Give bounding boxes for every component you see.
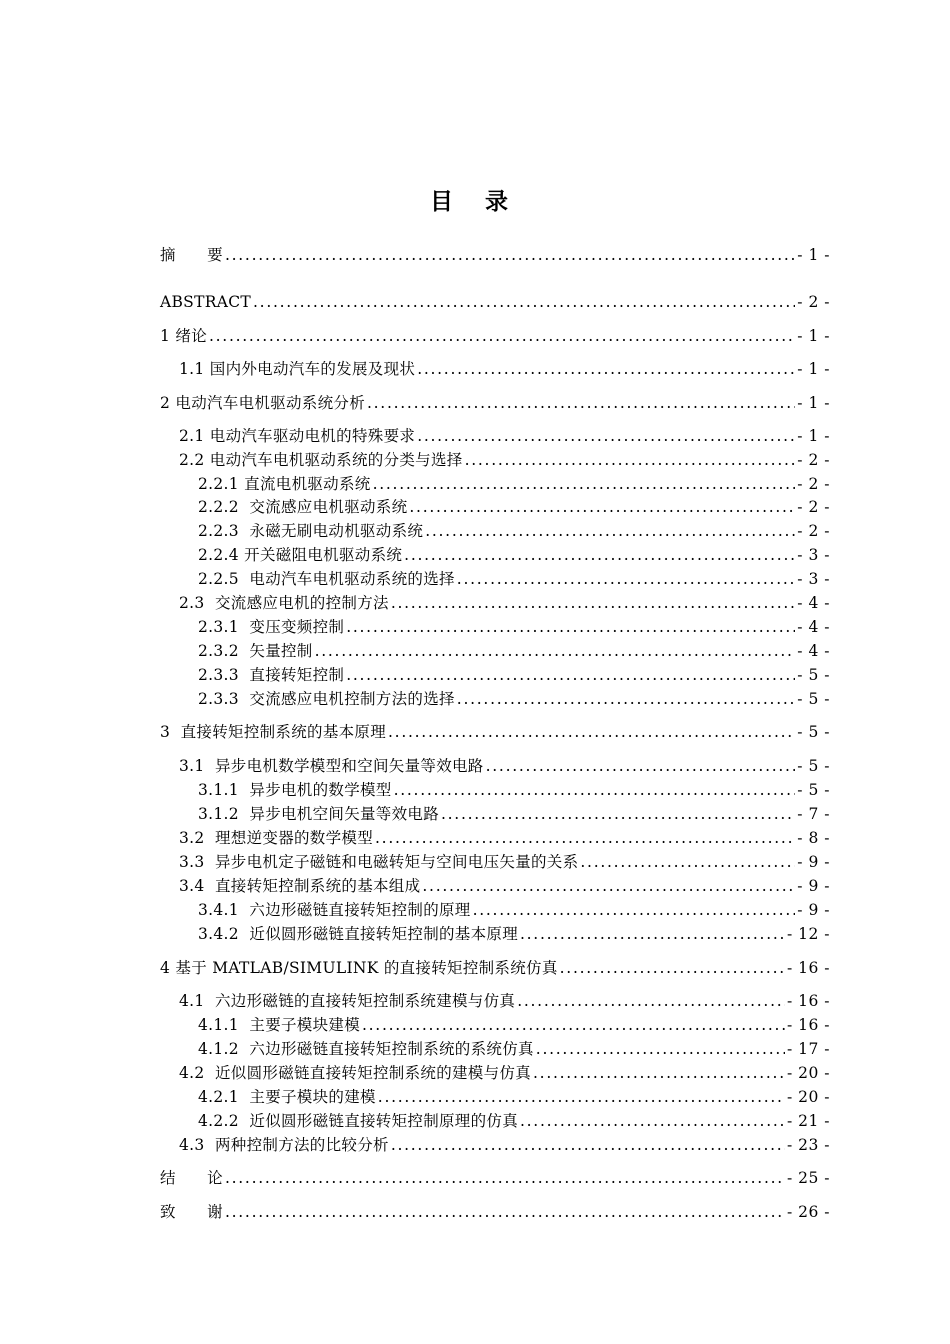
dot-leader bbox=[457, 568, 796, 590]
toc-entry[interactable] bbox=[160, 755, 830, 777]
dot-leader bbox=[388, 721, 795, 743]
dot-leader bbox=[536, 1038, 785, 1060]
toc-entry[interactable] bbox=[160, 851, 830, 873]
toc-entry[interactable] bbox=[160, 592, 830, 614]
toc-entry-label: ABSTRACT bbox=[160, 293, 252, 311]
toc-entry-label: 4.2.2 近似圆形磁链直接转矩控制原理的仿真 bbox=[198, 1112, 518, 1130]
toc-entry[interactable] bbox=[160, 640, 830, 662]
dot-leader bbox=[465, 449, 796, 471]
toc-entry-page-number: - 2 - bbox=[797, 293, 830, 311]
dot-leader bbox=[391, 1134, 785, 1156]
toc-entry-label: 3.1 异步电机数学模型和空间矢量等效电路 bbox=[179, 757, 484, 775]
toc-entry[interactable] bbox=[160, 803, 830, 825]
dot-leader bbox=[367, 392, 795, 414]
dot-leader bbox=[520, 923, 785, 945]
toc-entry[interactable] bbox=[160, 688, 830, 710]
toc-entry-page-number: - 25 - bbox=[786, 1169, 830, 1187]
toc-entry-label: 2.2.3 永磁无刷电动机驱动系统 bbox=[198, 522, 424, 540]
toc-entry-page-number: - 5 - bbox=[797, 781, 830, 799]
toc-entry-page-number: - 26 - bbox=[786, 1203, 830, 1221]
dot-leader bbox=[425, 520, 795, 542]
dot-leader bbox=[560, 957, 785, 979]
toc-entry-label: 3.4 直接转矩控制系统的基本组成 bbox=[179, 877, 421, 895]
toc-entry-label: 3.4.2 近似圆形磁链直接转矩控制的基本原理 bbox=[198, 925, 518, 943]
dot-leader bbox=[394, 779, 796, 801]
toc-entry-label: 4.3 两种控制方法的比较分析 bbox=[179, 1136, 389, 1154]
toc-entry-page-number: - 9 - bbox=[797, 877, 830, 895]
toc-entry[interactable] bbox=[160, 779, 830, 801]
dot-leader bbox=[209, 325, 795, 347]
toc-entry-page-number: - 17 - bbox=[786, 1040, 830, 1058]
dot-leader bbox=[391, 592, 795, 614]
toc-entry[interactable] bbox=[160, 923, 830, 945]
dot-leader bbox=[473, 899, 796, 921]
toc-entry[interactable] bbox=[160, 899, 830, 921]
toc-entry[interactable] bbox=[160, 1038, 830, 1060]
toc-entry-label: 2 电动汽车电机驱动系统分析 bbox=[160, 394, 365, 412]
toc-entry-page-number: - 12 - bbox=[786, 925, 830, 943]
dot-leader bbox=[580, 851, 795, 873]
dot-leader bbox=[417, 358, 795, 380]
toc-entry-page-number: - 4 - bbox=[797, 642, 830, 660]
toc-entry[interactable] bbox=[160, 827, 830, 849]
toc-entry-label: 2.3.3 交流感应电机控制方法的选择 bbox=[198, 690, 455, 708]
toc-entry-page-number: - 3 - bbox=[797, 546, 830, 564]
dot-leader bbox=[253, 291, 795, 313]
dot-leader bbox=[225, 1201, 785, 1223]
dot-leader bbox=[346, 664, 795, 686]
toc-entry-label: 1 绪论 bbox=[160, 327, 207, 345]
toc-entry-page-number: - 4 - bbox=[797, 618, 830, 636]
toc-entry-label: 2.2 电动汽车电机驱动系统的分类与选择 bbox=[179, 451, 463, 469]
toc-entry-page-number: - 1 - bbox=[797, 427, 830, 445]
dot-leader bbox=[517, 990, 785, 1012]
toc-entry-page-number: - 9 - bbox=[797, 901, 830, 919]
table-of-contents bbox=[160, 0, 830, 1344]
toc-entry-label: 致 谢 bbox=[160, 1203, 223, 1221]
toc-entry-label: 3.1.2 异步电机空间矢量等效电路 bbox=[198, 805, 439, 823]
toc-entry-label: 4.2.1 主要子模块的建模 bbox=[198, 1088, 376, 1106]
dot-leader bbox=[417, 425, 795, 447]
dot-leader bbox=[225, 1167, 785, 1189]
dot-leader bbox=[441, 803, 795, 825]
dot-leader bbox=[520, 1110, 785, 1132]
toc-entry-page-number: - 2 - bbox=[797, 475, 830, 493]
toc-entry-label: 4.2 近似圆形磁链直接转矩控制系统的建模与仿真 bbox=[179, 1064, 532, 1082]
toc-entry-page-number: - 5 - bbox=[797, 757, 830, 775]
toc-entry[interactable] bbox=[160, 1134, 830, 1156]
toc-entry-page-number: - 7 - bbox=[797, 805, 830, 823]
toc-entry-label: 2.3.3 直接转矩控制 bbox=[198, 666, 345, 684]
toc-entry[interactable] bbox=[160, 291, 830, 313]
toc-entry-page-number: - 2 - bbox=[797, 498, 830, 516]
toc-entry-label: 3.2 理想逆变器的数学模型 bbox=[179, 829, 374, 847]
toc-entry-label: 2.2.5 电动汽车电机驱动系统的选择 bbox=[198, 570, 455, 588]
toc-entry-page-number: - 2 - bbox=[797, 451, 830, 469]
toc-entry-label: 2.1 电动汽车驱动电机的特殊要求 bbox=[179, 427, 416, 445]
toc-entry-page-number: - 16 - bbox=[786, 959, 830, 977]
toc-entry[interactable] bbox=[160, 875, 830, 897]
toc-entry[interactable] bbox=[160, 721, 830, 743]
toc-entry[interactable] bbox=[160, 520, 830, 542]
toc-entry[interactable] bbox=[160, 990, 830, 1012]
toc-entry[interactable] bbox=[160, 1110, 830, 1132]
toc-entry[interactable] bbox=[160, 616, 830, 638]
toc-entry-label: 4.1.2 六边形磁链直接转矩控制系统的系统仿真 bbox=[198, 1040, 534, 1058]
toc-entry[interactable] bbox=[160, 568, 830, 590]
toc-entry-page-number: - 21 - bbox=[786, 1112, 830, 1130]
dot-leader bbox=[378, 1086, 785, 1108]
toc-entry-page-number: - 16 - bbox=[786, 1016, 830, 1034]
toc-entry-label: 结 论 bbox=[160, 1169, 223, 1187]
toc-entry-page-number: - 1 - bbox=[797, 394, 830, 412]
toc-entry[interactable] bbox=[160, 1062, 830, 1084]
toc-entry-label: 3.3 异步电机定子磁链和电磁转矩与空间电压矢量的关系 bbox=[179, 853, 579, 871]
toc-entry-page-number: - 20 - bbox=[786, 1088, 830, 1106]
dot-leader bbox=[533, 1062, 785, 1084]
toc-entry-page-number: - 1 - bbox=[797, 360, 830, 378]
toc-entry-label: 4 基于 MATLAB/SIMULINK 的直接转矩控制系统仿真 bbox=[160, 959, 558, 977]
dot-leader bbox=[225, 244, 795, 266]
toc-entry-page-number: - 5 - bbox=[797, 666, 830, 684]
dot-leader bbox=[375, 827, 795, 849]
page-title: 目 录 bbox=[429, 189, 520, 215]
toc-entry-label: 4.1 六边形磁链的直接转矩控制系统建模与仿真 bbox=[179, 992, 516, 1010]
toc-entry[interactable] bbox=[160, 358, 830, 380]
toc-entry-label: 2.2.2 交流感应电机驱动系统 bbox=[198, 498, 408, 516]
toc-entry-label: 4.1.1 主要子模块建模 bbox=[198, 1016, 360, 1034]
toc-entry-label: 2.3 交流感应电机的控制方法 bbox=[179, 594, 389, 612]
toc-entry-page-number: - 1 - bbox=[797, 246, 830, 264]
toc-entry-page-number: - 2 - bbox=[797, 522, 830, 540]
toc-entry-page-number: - 23 - bbox=[786, 1136, 830, 1154]
dot-leader bbox=[404, 544, 795, 566]
toc-entry-page-number: - 9 - bbox=[797, 853, 830, 871]
toc-entry-page-number: - 20 - bbox=[786, 1064, 830, 1082]
toc-entry[interactable] bbox=[160, 544, 830, 566]
toc-entry-label: 1.1 国内外电动汽车的发展及现状 bbox=[179, 360, 416, 378]
toc-entry-label: 3.1.1 异步电机的数学模型 bbox=[198, 781, 392, 799]
toc-entry[interactable] bbox=[160, 449, 830, 471]
toc-entry-label: 3 直接转矩控制系统的基本原理 bbox=[160, 723, 387, 741]
toc-entry-page-number: - 5 - bbox=[797, 723, 830, 741]
toc-entry-label: 3.4.1 六边形磁链直接转矩控制的原理 bbox=[198, 901, 471, 919]
toc-entry[interactable] bbox=[160, 664, 830, 686]
toc-entry[interactable] bbox=[160, 244, 830, 266]
toc-entry[interactable] bbox=[160, 325, 830, 347]
toc-entry[interactable] bbox=[160, 1201, 830, 1223]
toc-entry[interactable] bbox=[160, 392, 830, 414]
toc-entry-label: 2.2.4 开关磁阻电机驱动系统 bbox=[198, 546, 403, 564]
toc-entry[interactable] bbox=[160, 1086, 830, 1108]
toc-entry-page-number: - 16 - bbox=[786, 992, 830, 1010]
dot-leader bbox=[486, 755, 796, 777]
dot-leader bbox=[457, 688, 796, 710]
toc-entry-label: 2.3.1 变压变频控制 bbox=[198, 618, 345, 636]
dot-leader bbox=[422, 875, 795, 897]
dot-leader bbox=[346, 616, 795, 638]
toc-entry[interactable] bbox=[160, 425, 830, 447]
dot-leader bbox=[373, 473, 796, 495]
toc-entry-page-number: - 5 - bbox=[797, 690, 830, 708]
toc-entry[interactable] bbox=[160, 496, 830, 518]
toc-entry-page-number: - 1 - bbox=[797, 327, 830, 345]
toc-entry-page-number: - 4 - bbox=[797, 594, 830, 612]
toc-entry-page-number: - 8 - bbox=[797, 829, 830, 847]
toc-entry[interactable] bbox=[160, 1167, 830, 1189]
toc-entry-label: 2.3.2 矢量控制 bbox=[198, 642, 313, 660]
toc-entry[interactable] bbox=[160, 473, 830, 495]
toc-entry[interactable] bbox=[160, 1014, 830, 1036]
dot-leader bbox=[362, 1014, 785, 1036]
toc-entry[interactable] bbox=[160, 957, 830, 979]
toc-entry-label: 摘 要 bbox=[160, 246, 223, 264]
toc-entry-page-number: - 3 - bbox=[797, 570, 830, 588]
toc-entry-label: 2.2.1 直流电机驱动系统 bbox=[198, 475, 371, 493]
dot-leader bbox=[315, 640, 796, 662]
dot-leader bbox=[409, 496, 795, 518]
